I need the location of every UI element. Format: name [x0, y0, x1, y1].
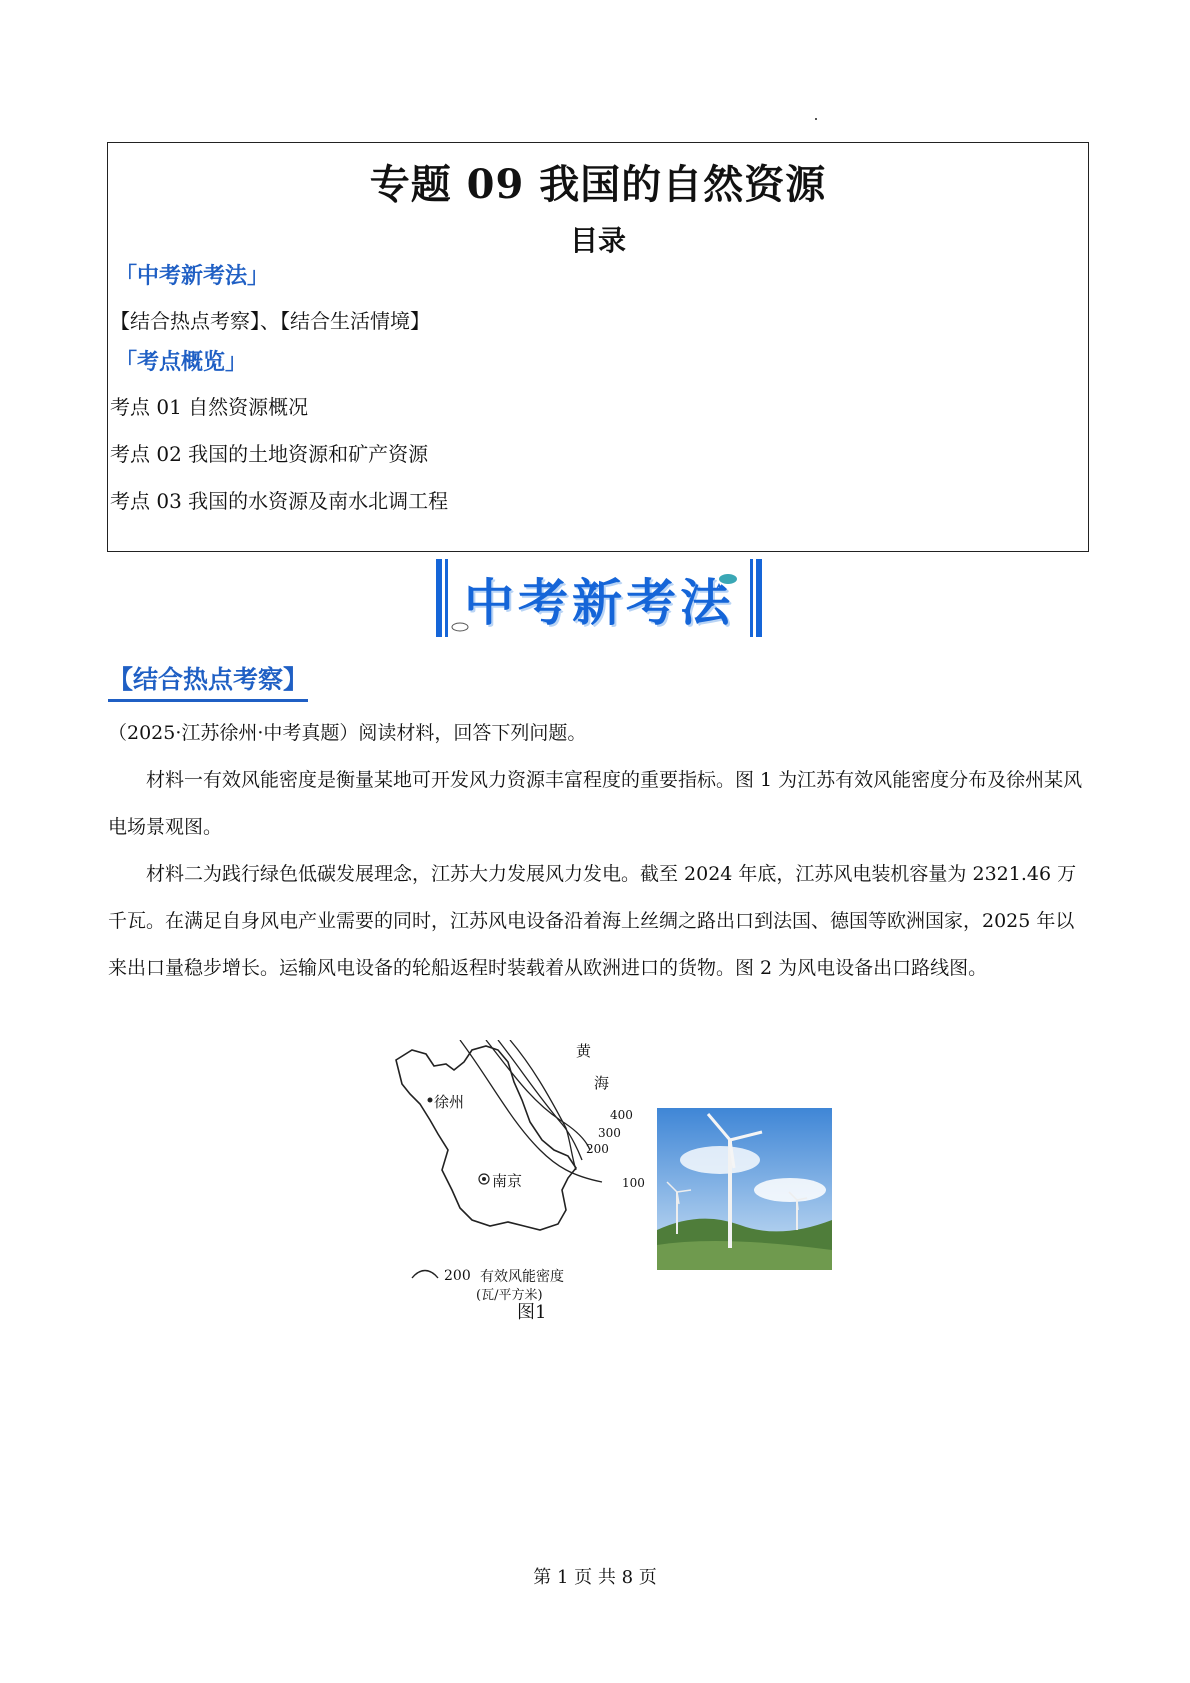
toc-box	[107, 142, 1089, 552]
contour-label-300: 300	[598, 1126, 621, 1140]
material-1: 材料一有效风能密度是衡量某地可开发风力资源丰富程度的重要指标。图 1 为江苏有效风能密度分布及徐州某风电场景观图。	[108, 769, 1083, 838]
legend-line	[412, 1271, 438, 1279]
wind-density-map	[390, 1040, 840, 1330]
toc-line-methods: 【结合热点考察】、【结合生活情境】	[110, 309, 430, 333]
contour-label-100: 100	[622, 1176, 645, 1190]
scan-dot	[815, 118, 817, 120]
legend-label: 有效风能密度	[480, 1269, 564, 1285]
topic-heading: 【结合热点考察】	[108, 660, 308, 702]
sea-label-1: 黄	[576, 1042, 592, 1060]
banner-text: 中考新考法	[464, 574, 734, 632]
toc-heading: 目录	[569, 224, 626, 257]
figure-1	[390, 1040, 840, 1330]
section-heading-overview: 「考点概览」	[115, 350, 248, 375]
contour-line-100	[460, 1040, 602, 1182]
toc-line-point-01: 考点 01 自然资源概况	[110, 395, 309, 419]
section-heading-new-methods: 「中考新考法」	[115, 264, 270, 289]
sea-label-2: 海	[594, 1074, 610, 1092]
city-label-xuzhou: 徐州	[434, 1093, 465, 1111]
xuzhou-marker	[428, 1098, 433, 1103]
page-footer: 第 1 页 共 8 页	[533, 1567, 657, 1588]
contour-label-200: 200	[586, 1142, 609, 1156]
legend-unit: (瓦/平方米)	[476, 1288, 543, 1303]
toc-line-point-02: 考点 02 我国的土地资源和矿产资源	[110, 442, 429, 466]
question-source: （2025·江苏徐州·中考真题）阅读材料，回答下列问题。	[108, 722, 587, 744]
material-2: 材料二为践行绿色低碳发展理念，江苏大力发展风力发电。截至 2024 年底，江苏风电装机容量为 2321.46 万千瓦。在满足自身风电产业需要的同时，江苏风电设备沿着海上丝绸之路出口到法国、德国等欧洲国家，2025 年以来出口量稳步增长。运输风电设备的轮船返程时装载着从欧洲进口的货物。图 2 为风电设备出口路线图。	[108, 863, 1077, 979]
toc-line-point-03: 考点 03 我国的水资源及南水北调工程	[110, 489, 449, 513]
contour-line-200	[510, 1040, 576, 1170]
figure-caption: 图1	[517, 1302, 547, 1323]
wind-farm-photo	[657, 1108, 832, 1270]
document-title: 专题 09 我国的自然资源	[369, 161, 827, 208]
jiangsu-outline	[396, 1046, 576, 1230]
contour-label-400: 400	[610, 1108, 633, 1122]
legend-value: 200	[444, 1268, 471, 1284]
banner	[436, 557, 762, 639]
city-label-nanjing: 南京	[492, 1172, 523, 1190]
